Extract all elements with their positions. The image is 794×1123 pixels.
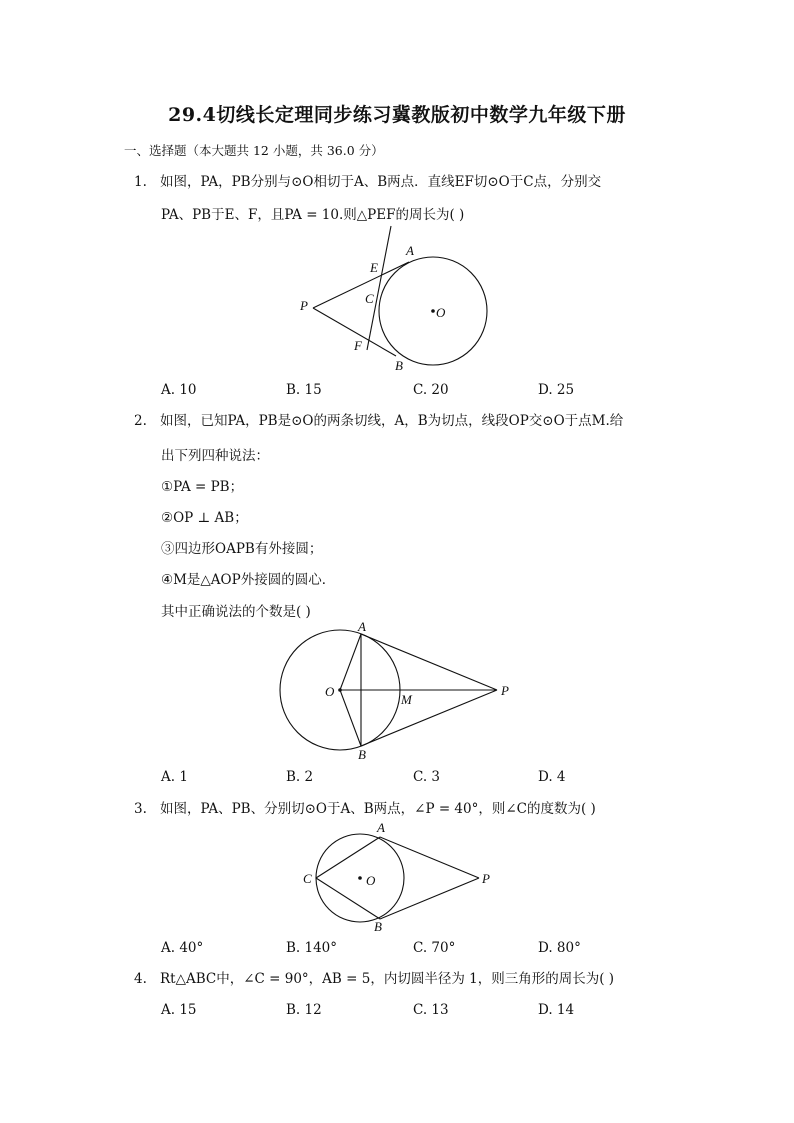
segment-oa	[340, 634, 361, 690]
option-b: B. 140°	[286, 940, 338, 956]
label-c: C	[303, 871, 312, 886]
statement-4: ④M是△AOP外接圆的圆心．	[161, 572, 336, 588]
figure-1-tangent-circle	[290, 222, 500, 377]
option-d: D. 14	[538, 1002, 575, 1018]
page-title: 29.4切线长定理同步练习冀教版初中数学九年级下册	[168, 104, 626, 126]
label-c: C	[365, 291, 374, 306]
question-2	[134, 413, 623, 429]
center-point	[338, 688, 342, 692]
label-p: P	[501, 683, 509, 698]
label-o: O	[325, 684, 335, 699]
label-e: E	[370, 260, 378, 275]
question-prompt: 其中正确说法的个数是( )	[161, 604, 311, 620]
center-point	[431, 309, 435, 313]
option-d: D. 80°	[538, 940, 581, 956]
label-a: A	[406, 243, 414, 258]
question-number: 4.	[134, 971, 147, 987]
label-p: P	[482, 871, 490, 886]
question-text: 如图，PA，PB分别与⊙O相切于A、B两点．直线EF切⊙O于C点，分别交	[160, 174, 602, 190]
statement-2: ②OP ⊥ AB；	[161, 510, 248, 526]
tangent-line-ef	[367, 226, 391, 350]
option-d: D. 25	[538, 382, 575, 398]
option-a: A. 15	[161, 1002, 197, 1018]
figure-2-tangent-circle	[275, 620, 525, 765]
question-text: 如图，PA、PB、分别切⊙O于A、B两点，∠P = 40°，则∠C的度数为( )	[160, 801, 596, 817]
option-b: B. 2	[286, 769, 314, 785]
option-b: B. 12	[286, 1002, 322, 1018]
segment-pb	[361, 690, 497, 746]
statement-1: ①PA = PB；	[161, 479, 244, 495]
option-a: A. 40°	[161, 940, 204, 956]
center-point	[358, 876, 362, 880]
question-text: PA、PB于E、F，且PA = 10.则△PEF的周长为( )	[161, 207, 465, 223]
label-p: P	[300, 298, 308, 313]
statement-3: ③四边形OAPB有外接圆；	[161, 541, 323, 557]
question-text: 出下列四种说法：	[161, 448, 269, 464]
label-m: M	[401, 692, 412, 707]
label-b: B	[395, 358, 403, 373]
question-1	[134, 174, 601, 190]
label-b: B	[358, 747, 366, 762]
label-o: O	[436, 305, 446, 320]
question-number: 1.	[134, 174, 147, 190]
option-a: A. 1	[161, 769, 188, 785]
figure-3-tangent-circle	[295, 820, 505, 935]
question-4	[134, 971, 614, 987]
question-number: 2.	[134, 413, 147, 429]
segment-ob	[340, 690, 361, 746]
option-c: C. 70°	[413, 940, 456, 956]
option-a: A. 10	[161, 382, 197, 398]
question-text: Rt△ABC中，∠C = 90°，AB = 5，内切圆半径为 1，则三角形的周长为( )	[160, 971, 615, 987]
option-c: C. 3	[413, 769, 441, 785]
section-heading: 一、选择题（本大题共 12 小题，共 36.0 分）	[124, 143, 384, 158]
question-3	[134, 801, 596, 817]
segment-ca	[316, 837, 380, 878]
question-number: 3.	[134, 801, 147, 817]
label-a: A	[377, 820, 385, 835]
label-o: O	[366, 873, 376, 888]
segment-pa	[361, 634, 497, 690]
segment-pa	[380, 837, 479, 878]
segment-pb	[380, 878, 479, 919]
option-b: B. 15	[286, 382, 322, 398]
option-d: D. 4	[538, 769, 566, 785]
label-f: F	[354, 338, 362, 353]
option-c: C. 20	[413, 382, 449, 398]
label-a: A	[358, 619, 366, 634]
label-b: B	[374, 919, 382, 934]
option-c: C. 13	[413, 1002, 449, 1018]
question-text: 如图，已知PA，PB是⊙O的两条切线，A，B为切点，线段OP交⊙O于点M.给	[160, 413, 624, 429]
segment-pa	[313, 262, 409, 308]
